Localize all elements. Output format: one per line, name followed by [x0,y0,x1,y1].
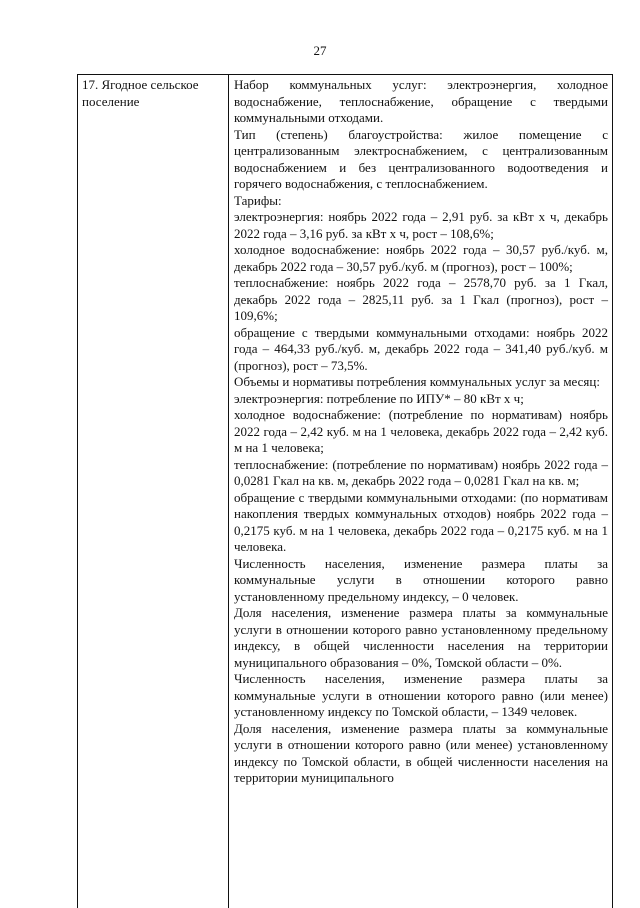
consumption-heading: Объемы и нормативы потребления коммунальных услуг за месяц: [234,374,600,389]
column-divider [228,75,229,908]
population-count-limit-paragraph: Численность населения, изменение размера платы за коммунальные услуги в отношении которого равно установленному предельному индексу, – 0 человек. [234,555,608,604]
description-cell [234,77,608,787]
population-count-regional-paragraph: Численность населения, изменение размера платы за коммунальные услуги в отношении которого равно (или менее) установленному индексу по Томской области, – 1349 человек. [234,671,608,719]
services-set-paragraph: Набор коммунальных услуг: электроэнергия, холодное водоснабжение, теплоснабжение, обращение с твердыми коммунальными отходами. [234,77,608,125]
heating-consumption-paragraph: теплоснабжение: (потребление по нормативам) ноябрь 2022 года – 0,0281 Гкал на кв. м, декабрь 2022 года – 0,0281 Гкал на кв. м; [234,456,608,488]
population-share-regional-paragraph: Доля населения, изменение размера платы за коммунальные услуги в отношении которого равно (или менее) установленному индексу по Томской области, в общей численности населения на территории муниципального [234,720,608,785]
municipality-cell [82,77,222,110]
tariff-table [77,74,613,908]
population-share-limit-paragraph: Доля населения, изменение размера платы за коммунальные услуги в отношении которого равно установленному предельному индексу, в общей численности населения на территории муниципального образования – 0%, Томской области – 0%. [234,605,608,670]
tariffs-heading: Тарифы: [234,192,282,208]
electricity-tariff-paragraph: электроэнергия: ноябрь 2022 года – 2,91 руб. за кВт х ч, декабрь 2022 года – 3,16 руб. за кВт х ч, рост – 108,6%; [234,209,608,241]
waste-consumption-paragraph: обращение с твердыми коммунальными отходами: (по нормативам накопления твердых коммунальных отходов) ноябрь 2022 года – 0,2175 куб. м на 1 человека, декабрь 2022 года – 0,2175 куб. м на 1 человека. [234,489,608,554]
municipality-name: 17. Ягодное сельское поселение [82,77,199,109]
cold-water-consumption-paragraph: холодное водоснабжение: (потребление по нормативам) ноябрь 2022 года – 2,42 куб. м на 1 человека, декабрь 2022 года – 2,42 куб. м на 1 человека; [234,407,608,455]
page-number: 27 [313,43,327,58]
electricity-consumption-paragraph: электроэнергия: потребление по ИПУ* – 80 кВт х ч; [234,390,524,406]
heating-tariff-paragraph: теплоснабжение: ноябрь 2022 года – 2578,70 руб. за 1 Гкал, декабрь 2022 года – 2825,11 руб. за 1 Гкал (прогноз), рост – 109,6%; [234,275,608,323]
improvement-type-paragraph: Тип (степень) благоустройства: жилое помещение с централизованным электроснабжением, с централизованным водоснабжением и без централизованного водоотведения и горячего водоснабжения, с теплоснабжением. [234,126,608,191]
waste-tariff-paragraph: обращение с твердыми коммунальными отходами: ноябрь 2022 года – 464,33 руб./куб. м, декабрь 2022 года – 341,40 руб./куб. м (прогноз), рост – 73,5%. [234,324,608,373]
cold-water-tariff-paragraph: холодное водоснабжение: ноябрь 2022 года – 30,57 руб./куб. м, декабрь 2022 года – 30,57 руб./куб. м (прогноз), рост – 100%; [234,242,608,274]
